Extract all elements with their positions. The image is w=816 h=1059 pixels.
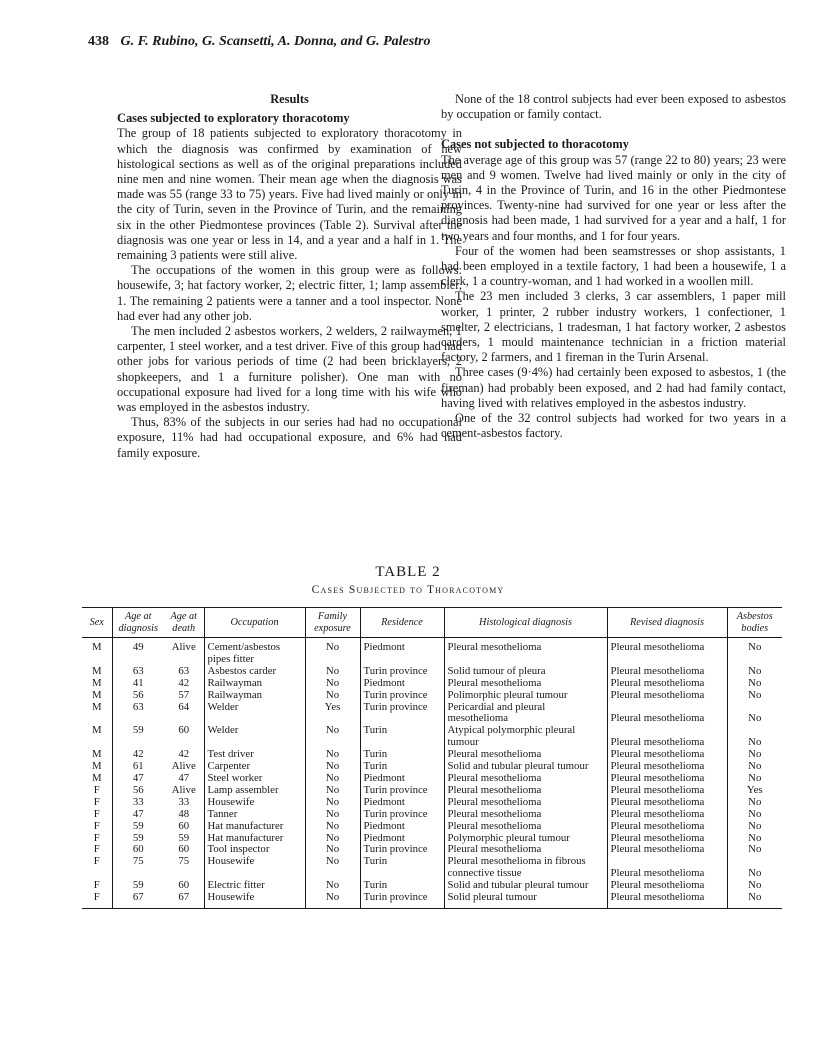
- table-row: [82, 797, 782, 809]
- table-row: [82, 702, 782, 726]
- cell-sex: F: [93, 807, 100, 820]
- col-header: Age at death: [164, 608, 204, 638]
- cell-sex: M: [91, 760, 102, 773]
- cell-revised: Pleural mesothelioma: [607, 761, 727, 773]
- table-row: [82, 666, 782, 678]
- cell-bodies: No: [727, 773, 782, 785]
- cell-residence: Turin: [360, 749, 444, 761]
- cell-bodies: No: [727, 880, 782, 892]
- cell-sex: M: [91, 748, 102, 761]
- cell-occupation: Housewife: [204, 856, 305, 880]
- table-caption: Cases Subjected to Thoracotomy: [311, 584, 505, 596]
- cell-revised: Pleural mesothelioma: [607, 749, 727, 761]
- cell-histo: Polimorphic pleural tumour: [444, 690, 607, 702]
- col-header: Sex: [82, 608, 112, 638]
- cell-revised: Pleural mesothelioma: [607, 638, 727, 666]
- cell-occupation: Tool inspector: [204, 844, 305, 856]
- cell-bodies: No: [727, 702, 782, 726]
- cell-revised: Pleural mesothelioma: [607, 725, 727, 749]
- cell-residence: Piedmont: [360, 773, 444, 785]
- cell-occupation: Railwayman: [204, 690, 305, 702]
- cell-sex: M: [91, 724, 102, 737]
- cell-age-dx: 75: [112, 856, 164, 880]
- table-row: [82, 892, 782, 908]
- cell-histo: Pleural mesothelioma: [444, 844, 607, 856]
- cell-sex: F: [82, 892, 112, 908]
- cell-revised: Pleural mesothelioma: [607, 844, 727, 856]
- cell-histo: Pleural mesothelioma: [444, 773, 607, 785]
- cell-revised: Pleural mesothelioma: [607, 702, 727, 726]
- col-header: Occupation: [204, 608, 305, 638]
- cell-histo: Solid and tubular pleural tumour: [444, 761, 607, 773]
- cell-histo: Pericardial and pleural mesothelioma: [444, 702, 607, 726]
- cell-bodies: Yes: [727, 785, 782, 797]
- cell-family: No: [305, 833, 360, 845]
- cell-family: No: [305, 809, 360, 821]
- table-header-row: [82, 608, 782, 638]
- cell-sex: F: [93, 795, 100, 808]
- cell-residence: Turin province: [360, 785, 444, 797]
- col-header: Revised diagnosis: [607, 608, 727, 638]
- cell-family: No: [305, 880, 360, 892]
- cell-age-death: 42: [178, 676, 190, 689]
- section-title-results: Results: [270, 92, 309, 106]
- cell-occupation: Housewife: [204, 797, 305, 809]
- paragraph: The group of 18 patients subjected to exploratory thoracotomy in which the diagnosis was confirmed by examination of new histological sections as well as of the original preparations included nine men and nine women. Their mean age when the diagnosis was made was 55 (range 33 to 75) years. Five had lived mainly or only in the city of Turin, seven in the Province of Turin, and the remaining six in the other Piedmontese provinces (Table 2). Survival after the diagnosis was one year or less in 14, and a year and a half in 1. The remaining 3 patients were still alive.: [117, 126, 462, 263]
- cell-age-death: 59: [178, 831, 190, 844]
- cell-age-death: 60: [178, 843, 190, 856]
- cell-bodies: No: [727, 749, 782, 761]
- paragraph: The average age of this group was 57 (range 22 to 80) years; 23 were men and 9 women. Twelve had lived mainly or only in the city of Turin, 4 in the Province of Turin, and 16 in the other Piedmontese provinces. Twenty-nine had survived for one year or less after the diagnosis had been made, 1 had survived for a year and a half, 1 for two years and four months, and 1 for four years.: [441, 152, 786, 243]
- cell-bodies: No: [727, 761, 782, 773]
- cell-occupation: Hat manufacturer: [204, 833, 305, 845]
- paragraph: Four of the women had been seamstresses or shop assistants, 1 had been employed in a textile factory, 1 had been a housewife, 1 a clerk, 1 a country-woman, and 1 had worked in a woollen mill.: [441, 243, 786, 289]
- cell-bodies: No: [727, 809, 782, 821]
- cell-revised: Pleural mesothelioma: [607, 833, 727, 845]
- page-number: 438: [88, 34, 109, 49]
- cell-histo: Solid tumour of pleura: [444, 666, 607, 678]
- paragraph: One of the 32 control subjects had worked for two years in a cement-asbestos factory.: [441, 411, 786, 441]
- cell-age-dx: 63: [112, 666, 164, 678]
- cell-histo: Solid and tubular pleural tumour: [444, 880, 607, 892]
- cell-age-dx: 61: [112, 761, 164, 773]
- cell-residence: Turin province: [360, 702, 444, 726]
- cell-age-death: 63: [178, 664, 190, 677]
- cell-histo: Pleural mesothelioma in fibrous connective tissue: [444, 856, 607, 880]
- cell-residence: Turin: [360, 880, 444, 892]
- cell-residence: Piedmont: [360, 638, 444, 666]
- cell-age-dx: 63: [112, 702, 164, 726]
- paragraph: The 23 men included 3 clerks, 3 car assemblers, 1 paper mill worker, 1 printer, 2 rubber industry workers, 1 confectioner, 1 smelter, 2 electricians, 1 tradesman, 1 hat factory worker, 2 asbestos carders, 1 mould maintenance technician in a friction material factory, 2 farmers, and 1 fireman in the Turin Arsenal.: [441, 289, 786, 365]
- cell-age-dx: 41: [112, 678, 164, 690]
- cell-age-dx: 59: [112, 821, 164, 833]
- cell-sex: F: [93, 879, 100, 892]
- cell-age-dx: 59: [112, 880, 164, 892]
- cell-family: No: [305, 761, 360, 773]
- left-column: [117, 92, 462, 461]
- cell-age-dx: 49: [112, 638, 164, 666]
- cell-histo: Pleural mesothelioma: [444, 797, 607, 809]
- cell-age-dx: 59: [112, 833, 164, 845]
- cell-family: No: [305, 725, 360, 749]
- cell-age-dx: 47: [112, 773, 164, 785]
- table-row: [82, 809, 782, 821]
- cell-sex: M: [91, 676, 102, 689]
- cell-age-dx: 42: [112, 749, 164, 761]
- cell-histo: Pleural mesothelioma: [444, 821, 607, 833]
- cell-histo: Pleural mesothelioma: [444, 638, 607, 666]
- authors: G. F. Rubino, G. Scansetti, A. Donna, and G. Palestro: [120, 34, 431, 49]
- cell-age-death: Alive: [171, 783, 196, 796]
- cell-revised: Pleural mesothelioma: [607, 821, 727, 833]
- cell-age-dx: 59: [112, 725, 164, 749]
- cell-histo: Pleural mesothelioma: [444, 678, 607, 690]
- cell-revised: Pleural mesothelioma: [607, 856, 727, 880]
- col-header: Residence: [360, 608, 444, 638]
- cell-sex: M: [91, 641, 102, 653]
- cell-family: No: [305, 892, 360, 908]
- cell-age-death: 47: [178, 771, 190, 784]
- cell-bodies: No: [727, 797, 782, 809]
- table-label: TABLE 2: [375, 564, 441, 580]
- cell-sex: M: [91, 700, 102, 713]
- cell-bodies: No: [727, 844, 782, 856]
- cell-family: No: [305, 666, 360, 678]
- cell-age-death: Alive: [171, 760, 196, 773]
- paragraph: None of the 18 control subjects had ever been exposed to asbestos by occupation or family contact.: [441, 92, 786, 122]
- cell-sex: M: [91, 688, 102, 701]
- cell-age-dx: 60: [112, 844, 164, 856]
- cell-age-death: 60: [178, 819, 190, 832]
- cell-residence: Turin province: [360, 844, 444, 856]
- cell-residence: Piedmont: [360, 797, 444, 809]
- cell-family: No: [305, 638, 360, 666]
- running-head: [88, 34, 431, 50]
- cell-occupation: Hat manufacturer: [204, 821, 305, 833]
- cell-residence: Piedmont: [360, 678, 444, 690]
- cell-occupation: Cement/asbestos pipes fitter: [204, 638, 305, 666]
- cell-occupation: Steel worker: [204, 773, 305, 785]
- cell-family: No: [305, 678, 360, 690]
- cell-family: No: [305, 856, 360, 880]
- cell-family: No: [305, 785, 360, 797]
- cell-occupation: Housewife: [204, 892, 305, 908]
- cell-histo: Atypical polymorphic pleural tumour: [444, 725, 607, 749]
- cell-histo: Pleural mesothelioma: [444, 749, 607, 761]
- cell-sex: F: [93, 831, 100, 844]
- cell-residence: Turin: [360, 725, 444, 749]
- cell-occupation: Test driver: [204, 749, 305, 761]
- cell-bodies: No: [727, 690, 782, 702]
- col-header: Asbestos bodies: [727, 608, 782, 638]
- subsection-title-no-thoracotomy: Cases not subjected to thoracotomy: [441, 137, 629, 152]
- cell-age-dx: 56: [112, 785, 164, 797]
- cell-residence: Piedmont: [360, 821, 444, 833]
- table-row: [82, 856, 782, 880]
- paragraph: Thus, 83% of the subjects in our series had had no occupational exposure, 11% had had occupational exposure, and 6% had had family exposure.: [117, 415, 462, 460]
- cell-bodies: No: [727, 638, 782, 666]
- cell-occupation: Carpenter: [204, 761, 305, 773]
- table-row: [82, 638, 782, 666]
- cell-age-dx: 47: [112, 809, 164, 821]
- cell-bodies: No: [727, 666, 782, 678]
- cell-sex: M: [91, 771, 102, 784]
- cell-occupation: Welder: [204, 725, 305, 749]
- cell-age-dx: 33: [112, 797, 164, 809]
- cell-occupation: Electric fitter: [204, 880, 305, 892]
- cell-age-death: 48: [178, 807, 190, 820]
- cell-revised: Pleural mesothelioma: [607, 892, 727, 908]
- cell-occupation: Lamp assembler: [204, 785, 305, 797]
- cell-age-death: Alive: [171, 641, 196, 653]
- cell-bodies: No: [727, 833, 782, 845]
- cell-family: No: [305, 749, 360, 761]
- cell-bodies: No: [727, 821, 782, 833]
- cell-sex: F: [93, 783, 100, 796]
- paragraph: Three cases (9·4%) had certainly been exposed to asbestos, 1 (the fireman) had probably been exposed, and 2 had had family contact, having lived with relatives employed in the asbestos industry.: [441, 365, 786, 410]
- col-header: Family exposure: [305, 608, 360, 638]
- cell-family: No: [305, 797, 360, 809]
- cell-age-dx: 67: [112, 892, 164, 908]
- cell-family: No: [305, 690, 360, 702]
- subsection-title-thoracotomy: Cases subjected to exploratory thoracotomy: [117, 111, 350, 126]
- thoracotomy-table: [82, 607, 782, 909]
- paragraph: The men included 2 asbestos workers, 2 welders, 2 railwaymen, 1 carpenter, 1 steel worker, and a test driver. Five of this group had had other jobs for various periods of time (2 had been bricklayers, 2 shopkeepers, and 1 a furniture polisher). One man with no occupational exposure had lived for a long time with his wife who was employed in the asbestos industry.: [117, 324, 462, 415]
- table-row: [82, 785, 782, 797]
- cell-histo: Polymorphic pleural tumour: [444, 833, 607, 845]
- cell-revised: Pleural mesothelioma: [607, 880, 727, 892]
- cell-residence: Turin province: [360, 809, 444, 821]
- cell-histo: Pleural mesothelioma: [444, 785, 607, 797]
- col-header: Age at diagnosis: [112, 608, 164, 638]
- cell-age-death: 60: [178, 724, 190, 737]
- cell-family: No: [305, 773, 360, 785]
- cell-bodies: No: [727, 725, 782, 749]
- cell-age-death: 60: [178, 879, 190, 892]
- table-body: [82, 638, 782, 909]
- cell-family: No: [305, 821, 360, 833]
- paragraph: The occupations of the women in this group were as follows: housewife, 3; hat factory worker, 2; electric fitter, 1; lamp assembler, 1. The remaining 2 patients were a tanner and a tool inspector. None had ever had any other job.: [117, 263, 462, 323]
- cell-bodies: No: [727, 892, 782, 908]
- cell-age-death: 75: [178, 855, 190, 868]
- cell-revised: Pleural mesothelioma: [607, 666, 727, 678]
- cell-revised: Pleural mesothelioma: [607, 678, 727, 690]
- cell-sex: F: [93, 855, 100, 868]
- col-header: Histological diagnosis: [444, 608, 607, 638]
- cell-residence: Turin province: [360, 690, 444, 702]
- cell-sex: F: [93, 843, 100, 856]
- cell-histo: Solid pleural tumour: [444, 892, 607, 908]
- table-row: [82, 821, 782, 833]
- cell-residence: Turin: [360, 856, 444, 880]
- cell-age-death: 42: [178, 748, 190, 761]
- cell-revised: Pleural mesothelioma: [607, 785, 727, 797]
- cell-sex: F: [93, 819, 100, 832]
- cell-sex: M: [91, 664, 102, 677]
- cell-occupation: Tanner: [204, 809, 305, 821]
- cell-residence: Turin province: [360, 892, 444, 908]
- table-row: [82, 690, 782, 702]
- cell-residence: Turin: [360, 761, 444, 773]
- cell-revised: Pleural mesothelioma: [607, 809, 727, 821]
- cell-revised: Pleural mesothelioma: [607, 773, 727, 785]
- cell-histo: Pleural mesothelioma: [444, 809, 607, 821]
- cell-occupation: Railwayman: [204, 678, 305, 690]
- cell-occupation: Asbestos carder: [204, 666, 305, 678]
- cell-age-death: 67: [164, 892, 204, 908]
- spacer: [441, 122, 786, 137]
- cell-age-death: 33: [178, 795, 190, 808]
- cell-revised: Pleural mesothelioma: [607, 690, 727, 702]
- table-row: [82, 678, 782, 690]
- cell-bodies: No: [727, 678, 782, 690]
- cell-residence: Turin province: [360, 666, 444, 678]
- cell-family: No: [305, 844, 360, 856]
- cell-residence: Piedmont: [360, 833, 444, 845]
- cell-age-death: 64: [178, 700, 190, 713]
- cell-age-death: 57: [178, 688, 190, 701]
- cell-family: Yes: [305, 702, 360, 726]
- cell-occupation: Welder: [204, 702, 305, 726]
- table-row: [82, 725, 782, 749]
- cell-bodies: No: [727, 856, 782, 880]
- right-column: [441, 92, 786, 441]
- cell-age-dx: 56: [112, 690, 164, 702]
- cell-revised: Pleural mesothelioma: [607, 797, 727, 809]
